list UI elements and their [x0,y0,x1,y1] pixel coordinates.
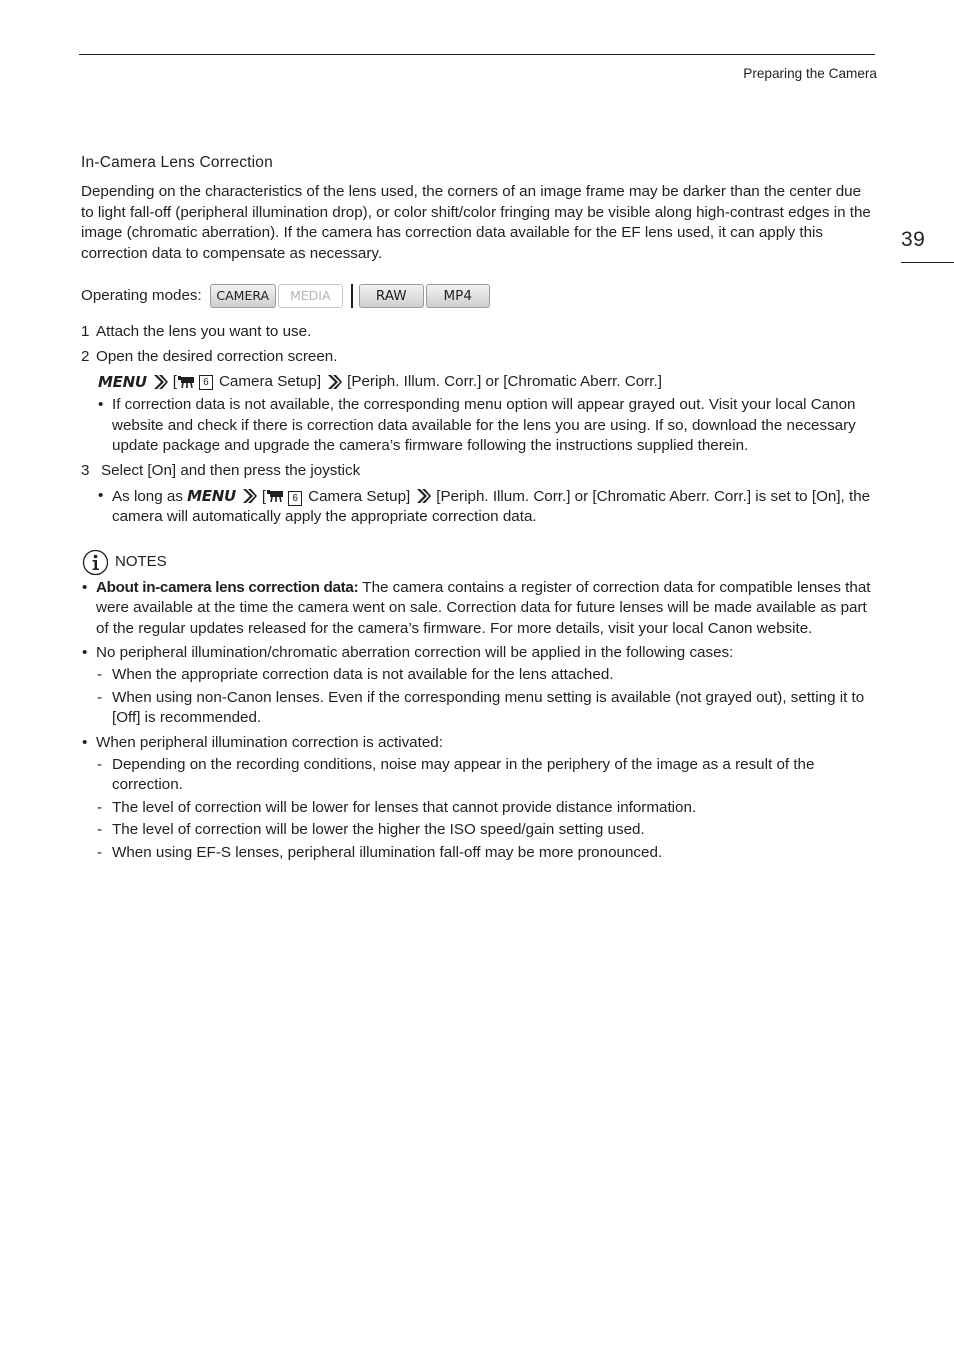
step-number: 3 [81,462,90,480]
note-subitem [81,820,876,840]
mode-media-badge: MEDIA [278,284,343,308]
subitem-text: When using non-Canon lenses. Even if the corresponding menu setting is available (not grayed out), setting it to [Off] is recommended. [112,688,865,727]
notes-list [81,578,876,863]
bullet-dot: • [98,486,104,504]
operating-modes-label: Operating modes: [81,286,202,304]
arrow-right-icon [415,488,431,504]
note-text: No peripheral illumination/chromatic aberration correction will be applied in the following cases: [96,643,734,661]
notes-header [82,550,876,576]
bullet-dot: • [82,578,88,596]
dash-marker: - [97,666,103,684]
step-2 [81,347,876,367]
menu-button-label: MENU [187,486,236,505]
subitem-text: When using EF-S lenses, peripheral illumination fall-off may be more pronounced. [112,843,663,861]
bullet-text: If correction data is not available, the corresponding menu option will appear grayed out. Visit your local Canon website and check if there is correction data available for the lens you are using. If so, download the necessary update package and upgrade the camera’s firmware following the instructions supplied therein. [112,396,856,455]
subitem-text: Depending on the recording conditions, noise may appear in the periphery of the image as a result of the correction. [112,755,815,794]
mode-camera-badge: CAMERA [210,284,276,308]
page-number-rule [901,262,954,263]
step2-bullet [81,395,876,456]
arrow-right-icon [152,374,168,390]
note-item [81,733,876,753]
header-rule [79,54,875,55]
menu-path [81,372,876,392]
menu-camera-setup: Camera Setup] [218,372,322,390]
header-section-title: Preparing the Camera [743,66,877,81]
page-number: 39 [901,228,926,251]
step-number: 2 [81,348,90,366]
step-text: Open the desired correction screen. [96,348,338,366]
step-1 [81,322,876,342]
menu-options: [Periph. Illum. Corr.] or [Chromatic Aberr. Corr.] [347,372,662,390]
mode-raw-badge: RAW [359,284,424,308]
menu-button-label: MENU [98,372,147,391]
menu-page-number: 6 [199,375,213,390]
note-lead: About in-camera lens correction data: [96,578,359,596]
notes-label: NOTES [115,553,167,571]
operating-modes [81,283,876,309]
step-number: 1 [81,323,90,341]
subitem-text: When the appropriate correction data is not available for the lens attached. [112,666,614,684]
info-icon [82,549,109,576]
note-item [81,643,876,663]
note-subitem [81,755,876,796]
dash-marker: - [97,821,103,839]
note-subitem [81,843,876,863]
note-subitem [81,688,876,729]
menu-camera-setup: Camera Setup] [308,487,411,505]
note-subitem [81,665,876,685]
subitem-text: The level of correction will be lower the higher the ISO speed/gain setting used. [112,821,645,839]
bullet-dot: • [82,733,88,751]
dash-marker: - [97,688,103,706]
intro-paragraph: Depending on the characteristics of the lens used, the corners of an image frame may be darker than the center due to light fall-off (peripheral illumination drop), or color shift/color fringing may be visible along high-contrast edges in the image (chromatic aberration). If the camera has correction data available for the EF lens used, it can apply this correction data to compensate as necessary. [81,183,871,262]
bullet-dot: • [82,643,88,661]
note-text: The camera contains a register of correction data for compatible lenses that were available at the time the camera went on sale. Correction data for future lenses will be made available as part of the regular updates released for the camera’s firmware. For more details, visit your local Canon website. [96,578,871,637]
arrow-right-icon [326,374,342,390]
mode-mp4-badge: MP4 [426,284,490,308]
main-content [81,153,876,863]
menu-page-number: 6 [288,491,302,506]
bullet-prefix: As long as [112,487,183,505]
step-text: Attach the lens you want to use. [96,323,312,341]
step-text: Select [On] and then press the joystick [101,462,361,480]
dash-marker: - [97,843,103,861]
section-title: In-Camera Lens Correction [81,154,273,171]
mode-separator [351,284,353,308]
arrow-right-icon [241,488,257,504]
bullet-dot: • [98,396,104,414]
dash-marker: - [97,755,103,773]
note-subitem [81,798,876,818]
menu-bracket: [ [261,487,267,505]
menu-bracket: [ [172,372,177,390]
note-item [81,578,876,639]
steps-list [81,322,876,528]
dash-marker: - [97,798,103,816]
step3-bullet [81,486,876,528]
camera-setup-icon [177,375,195,389]
bullet-options-text: [Periph. Illum. Corr.] or [Chromatic Aberr. Corr.] is set to [On], the camera will automatically apply the appropriate correction data. [112,487,871,526]
note-text: When peripheral illumination correction is activated: [96,733,443,751]
subitem-text: The level of correction will be lower for lenses that cannot provide distance information. [112,798,697,816]
step-3 [81,461,876,481]
camera-setup-icon [266,489,284,503]
